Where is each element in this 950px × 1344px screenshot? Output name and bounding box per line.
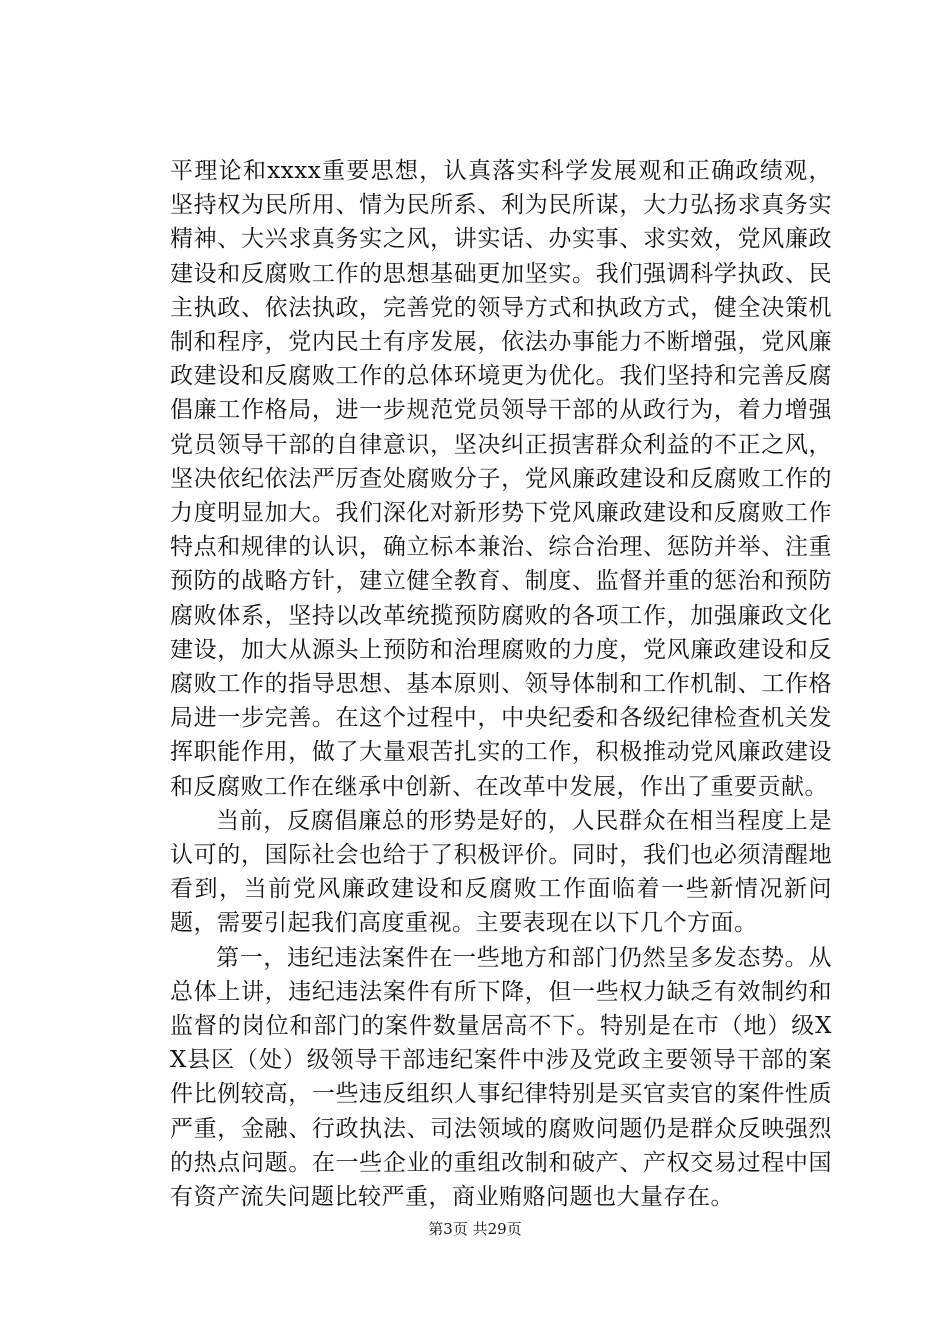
page-footer: 第3页 共29页 [428, 1220, 522, 1238]
paragraph-1: 平理论和xxxx重要思想，认真落实科学发展观和正确政绩观，坚持权为民所用、情为民所系、利为民所谋，大力弘扬求真务实精神、大兴求真务实之风，讲实话、办实事、求实效，党风廉政建设和反腐败工作的思想基础更加坚实。我们强调科学执政、民主执政、依法执政，完善党的领导方式和执政方式，健全决策机制和程序，党内民土有序发展，依法办事能力不断增强，党风廉政建设和反腐败工作的总体环境更为优化。我们坚持和完善反腐倡廉工作格局，进一步规范党员领导干部的从政行为，着力增强党员领导干部的自律意识，坚决纠正损害群众利益的不正之风，坚决依纪依法严厉查处腐败分子，党风廉政建设和反腐败工作的力度明显加大。我们深化对新形势下党风廉政建设和反腐败工作特点和规律的认识，确立标本兼治、综合治理、惩防并举、注重预防的战略方针，建立健全教育、制度、监督并重的惩治和预防腐败体系，坚持以改革统揽预防腐败的各项工作，加强廉政文化建设，加大从源头上预防和治理腐败的力度，党风廉政建设和反腐败工作的指导思想、基本原则、领导体制和工作机制、工作格局进一步完善。在这个过程中，中央纪委和各级纪律检查机关发挥职能作用，做了大量艰苦扎实的工作，积极推动党风廉政建设和反腐败工作在继承中创新、在改革中发展，作出了重要贡献。 [170, 158, 832, 800]
paragraph-2: 当前，反腐倡廉总的形势是好的，人民群众在相当程度上是认可的，国际社会也给于了积极评价。同时，我们也必须清醒地看到，当前党风廉政建设和反腐败工作面临着一些新情况新问题，需要引起我们高度重视。主要表现在以下几个方面。 [170, 807, 832, 937]
document-body [170, 154, 832, 1214]
paragraph-3: 第一，违纪违法案件在一些地方和部门仍然呈多发态势。从总体上讲，违纪违法案件有所下降，但一些权力缺乏有效制约和监督的岗位和部门的案件数量居高不下。特别是在市（地）级XX县区（处）级领导干部违纪案件中涉及党政主要领导干部的案件比例较高，一些违反组织人事纪律特别是买官卖官的案件性质严重，金融、行政执法、司法领域的腐败问题仍是群众反映强烈的热点问题。在一些企业的重组改制和破产、产权交易过程中国有资产流失问题比较严重，商业贿赂问题也大量存在。 [170, 944, 832, 1211]
